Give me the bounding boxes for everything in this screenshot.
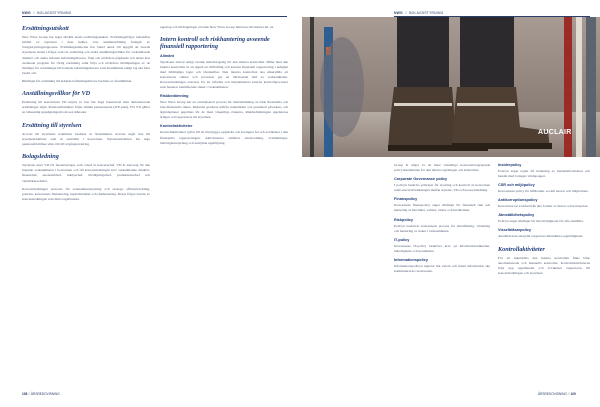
subheading-insiderpolicy: Insiderpolicy: [498, 163, 522, 167]
paragraph: New Wave Group har inget särskilt utsett ersättningsutskott. Ersättningsfrågor behandlas istället av styrelsen i dess helhet, vars sammansättning framgår av bolagsstyrningsrapporten. Ersättningsutskottet har bland annat till uppgift att bereda styrelsens beslut i frågor som rör ersättning och andra anställningsvillkor för verkställande direktör och andra ledande befattningshavare, följa och utvärdera pågående och under året avslutade program för rörlig ersättning samt följa och utvärdera tillämpningen av de riktlinjer för ersättningar till ledande befattningshavare som årsstämman enligt lag ska fatta beslut om.: [22, 35, 150, 75]
subheading-antikorruptionspolicy: Antikorruptionspolicy: [498, 198, 538, 203]
subheading-allmant: Allmänt: [160, 53, 174, 58]
paragraph: Policyn beskriver koncernens process för identifiering, värdering och hantering av risker i verksamheten.: [394, 223, 490, 233]
paragraph: Policyn anger regler för hantering av insiderinformation och handel med bolagets värdepapper.: [498, 169, 590, 179]
product-photo: [302, 17, 600, 157]
paragraph: uppdrag och tilldragningar rörande New Wave Group hänvisas till sidorna 40–41.: [160, 25, 275, 29]
subheading-visselblasarpolicy: Visselblåsarpolicy: [498, 228, 532, 233]
subheading-jamstalldhetspolicy: Jämställdhetspolicy: [498, 213, 535, 218]
heading-bolagsledning: Bolagsledning: [22, 153, 59, 161]
subheading-finanspolicy: Finanspolicy: [394, 197, 418, 202]
paragraph: Koncernens finanspolicy anger riktlinjer för finansiell risk och hantering av likviditet, valutor, räntor och kreditrisker.: [394, 203, 490, 213]
right-page: [302, 0, 600, 407]
right-column-1: [394, 163, 490, 277]
paragraph: New Wave Group har en centraliserad process för riskbedömning av både finansiella och icke-finansiella risker. Riskerna graderas utifrån sannolikhet och potentiell påverkan, och åtgärdsplaner upprättas för de mest väsentliga riskerna. Riskbedömningen uppdateras årligen och rapporteras till styrelsen.: [160, 100, 288, 120]
section-number: NWG: [394, 11, 403, 15]
subheading-kontrollaktiviteter: Kontrollaktiviteter: [160, 124, 193, 129]
paragraph: Koncernen tar avstånd från alla former av mutor och korruption.: [498, 204, 589, 209]
auclair-logo: AUCLAIR: [538, 129, 572, 136]
page-footer: ÅRSREDOVISNING // 109: [538, 392, 576, 396]
left-column-1: [22, 25, 150, 205]
section-header: NWG // BOLAGSSTYRNING: [394, 11, 444, 15]
ski-boots-image: [302, 17, 600, 157]
subheading-it-policy: IT-policy: [394, 237, 410, 242]
left-column-2: [160, 25, 288, 149]
paragraph: Koncernens policy för hållbarhet, socialt ansvar och miljöarbete.: [498, 189, 589, 194]
top-rule: [22, 16, 287, 17]
heading-vd: Anställningsvillkor för VD: [22, 90, 91, 98]
section-title: BOLAGSSTYRNING: [37, 11, 72, 15]
section-header: NWG // BOLAGSSTYRNING: [22, 11, 72, 15]
heading-styrelse: Ersättning till styrelsen: [22, 121, 82, 129]
paragraph: Anställda kan anonymt rapportera misstänkta oegentligheter.: [498, 234, 584, 239]
page-footer: 108 // ÅRSREDOVISNING: [22, 392, 60, 396]
section-number: NWG: [22, 11, 31, 15]
footer-label: ÅRSREDOVISNING: [30, 392, 60, 396]
subheading-csr-miljopolicy: CSR och miljöpolicy: [498, 183, 535, 188]
left-page: [0, 0, 298, 407]
paragraph: Koncernledningen ansvarar för verksamhetsstyrning och strategi, affärsutveckling, policies, koncernens finansiering, kapitalstruktur och riskhantering. Dessa frågor bereds av koncernledningen som möts regelbundet.: [22, 186, 150, 201]
paragraph: Styrelsens ansvar enligt svensk aktiebolagslag för den interna kontrollen. Målet med den interna kontrollen är att uppnå en tillförlitlig och korrekt finansiell rapportering i enlighet med tillämpliga lagar och föreskrifter. Den interna kontrollen ska säkerställa att koncernens rutiner och processer ger en rättvisande bild av verksamheten. Koncernledningen ansvarar för att utforma och implementera interna kontrollprocesser som hanterar identifierade risker i verksamheten.: [160, 59, 288, 89]
page-number: 108: [22, 392, 28, 396]
heading-erstattningsutskott: Ersättningsutskott: [22, 25, 69, 32]
paragraph: Koncernens IT-policy beskriver krav på informationssäkerhet, behörigheter och kontinuitet.: [394, 243, 490, 253]
footer-label: ÅRSREDOVISNING: [538, 392, 567, 396]
paragraph: Kontrollaktiviteter syftar till att förebygga, upptäcka och korrigera fel och avvikelser i den finansiella rapporteringen. Aktiviteterna omfattar attestordning, avstämningar, behörighetsstyrning och analytisk uppföljning.: [160, 130, 288, 145]
subheading-riskpolicy: Riskpolicy: [394, 217, 413, 222]
subheading-corporate-governance: Corporate Governance policy: [394, 177, 448, 182]
paragraph: Riktlinjer för ersättning till ledande befattningshavare beslutas av årsstämman.: [22, 78, 133, 83]
paragraph: För att säkerställa den interna kontrollen finns både automatiserade och manuella kontroller. Kontrollaktiviteterna följs upp regelbundet och avvikelser rapporteras till koncernledningen och styrelsen.: [498, 255, 590, 276]
paragraph: I policyn beskrivs principer för styrning och kontroll av koncernen samt ansvarsfördelningen mellan styrelse, VD och koncernledning.: [394, 183, 490, 193]
section-title: BOLAGSSTYRNING: [409, 11, 444, 15]
heading-kontrollaktiviteter: Kontrollaktiviteter: [498, 245, 545, 253]
paragraph: Styrelsen utser VD för moderbolaget, som också är koncernchef. VD är ansvarig för den löpande verksamheten i koncernen och till koncernledningen hör: verkställande direktör, finanschef, ekonomichef, inköpschef, försäljningschef, produktionschef och varumärkeschefer.: [22, 163, 150, 183]
subheading-riskbedomning: Riskbedömning: [160, 94, 189, 99]
paragraph: Arvode till styrelsens ledamöter beslutas av årsstämman. Arvode utgår inte till styrelseledamöter som är anställda i koncernen. Styrelseledamöter har inga pensionsförmåner eller rätt till avgångsvederlag.: [22, 131, 150, 146]
paragraph: Group är några av de mest väsentliga koncernövergripande policydokumenten för den interna styrningen och kontrollen.: [394, 163, 490, 173]
heading-intern-kontroll: Intern kontroll och riskhantering avseende finansiell rapportering: [160, 36, 270, 51]
right-column-2: [498, 163, 590, 279]
page-number: 109: [570, 392, 576, 396]
paragraph: Ersättning till koncernens VD utgörs av fast lön. Inga bonusavtal eller aktiebaserade ersättningar utgår. Pensionsförmåner följer allmän pensionsplan (ITP-plan). För VD gäller en ömsesidig uppsägningstid om sex månader.: [22, 100, 150, 115]
paragraph: Policyn anger riktlinjer för lika möjligheter för alla anställda.: [498, 219, 584, 224]
paragraph: Informationspolicyn reglerar hur extern och intern information ska kommuniceras i koncernen.: [394, 263, 490, 274]
subheading-informationspolicy: Informationspolicy: [394, 257, 428, 262]
